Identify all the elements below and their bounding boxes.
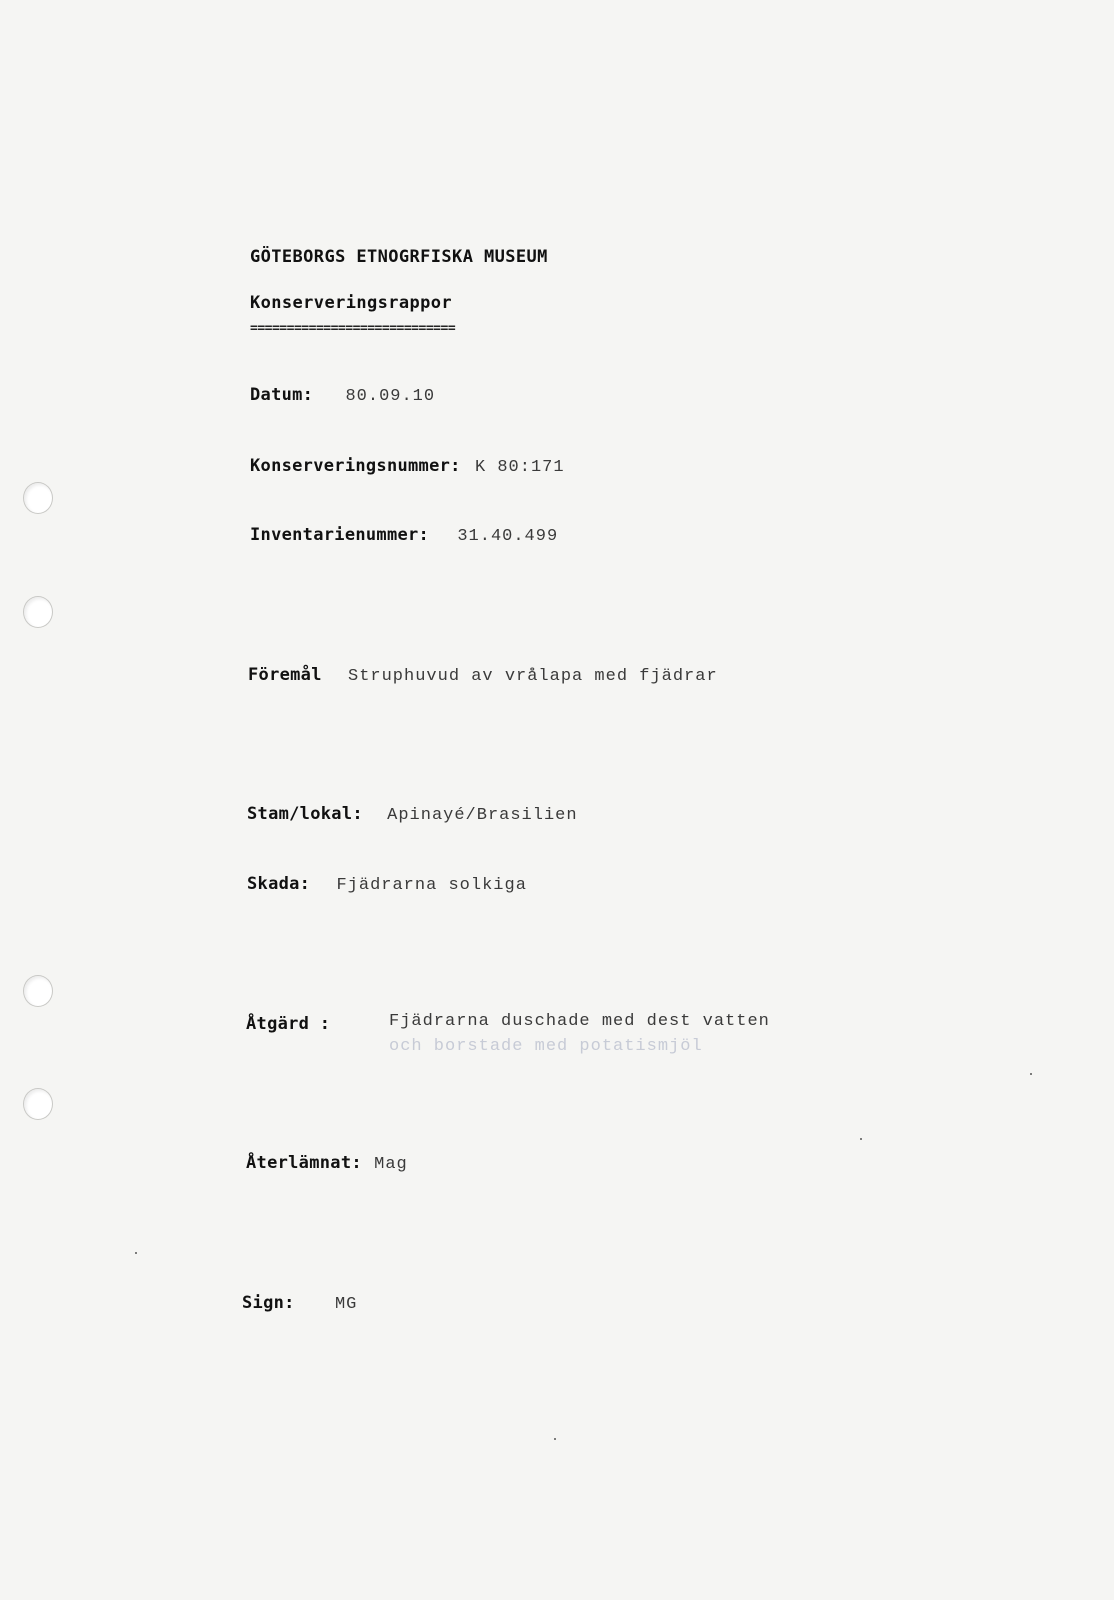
skada-value: Fjädrarna solkiga [336,876,527,895]
stam-lokal-value: Apinayé/Brasilien [387,806,578,825]
aterlamnat-label: Återlämnat: [246,1153,362,1173]
aterlamnat-value: Mag [374,1155,408,1174]
paper-speck [554,1438,556,1440]
punch-hole [23,596,53,628]
stam-lokal-label: Stam/lokal: [247,804,363,824]
institution-title: GÖTEBORGS ETNOGRFISKA MUSEUM [250,247,548,267]
aterlamnat-row [246,1152,408,1176]
datum-label: Datum: [250,385,314,405]
konserveringsnummer-label: Konserveringsnummer: [250,456,461,476]
konserveringsnummer-value: K 80:171 [474,458,565,477]
datum-value: 80.09.10 [345,387,436,406]
atgard-value: Fjädrarna duschade med dest vatten [389,1012,770,1031]
foremal-value: Struphuvud av vrålapa med fjädrar [348,667,718,686]
konserveringsnummer-row [250,455,565,479]
datum-row [250,384,435,408]
stam-lokal-row [247,803,578,827]
foremal-label: Föremål [248,665,322,685]
inventarienummer-label: Inventarienummer: [250,525,430,545]
paper-speck [1030,1073,1032,1075]
punch-hole [23,482,53,514]
paper-speck [860,1138,862,1140]
punch-hole [23,1088,53,1120]
sign-row [242,1292,357,1316]
sign-value: MG [334,1295,358,1314]
title-underline: ============================ [250,322,456,336]
paper-speck [135,1252,137,1254]
skada-row [247,873,527,897]
report-title: Konserveringsrappor [250,293,453,313]
sign-label: Sign: [242,1293,295,1313]
punch-hole [23,975,53,1007]
foremal-row [248,664,718,688]
skada-label: Skada: [247,874,311,894]
atgard-row [246,1013,330,1035]
inventarienummer-value: 31.40.499 [457,527,559,546]
atgard-value-line2: och borstade med potatismjöl [389,1037,703,1056]
inventarienummer-row [250,524,558,548]
atgard-label: Åtgärd : [246,1014,331,1034]
